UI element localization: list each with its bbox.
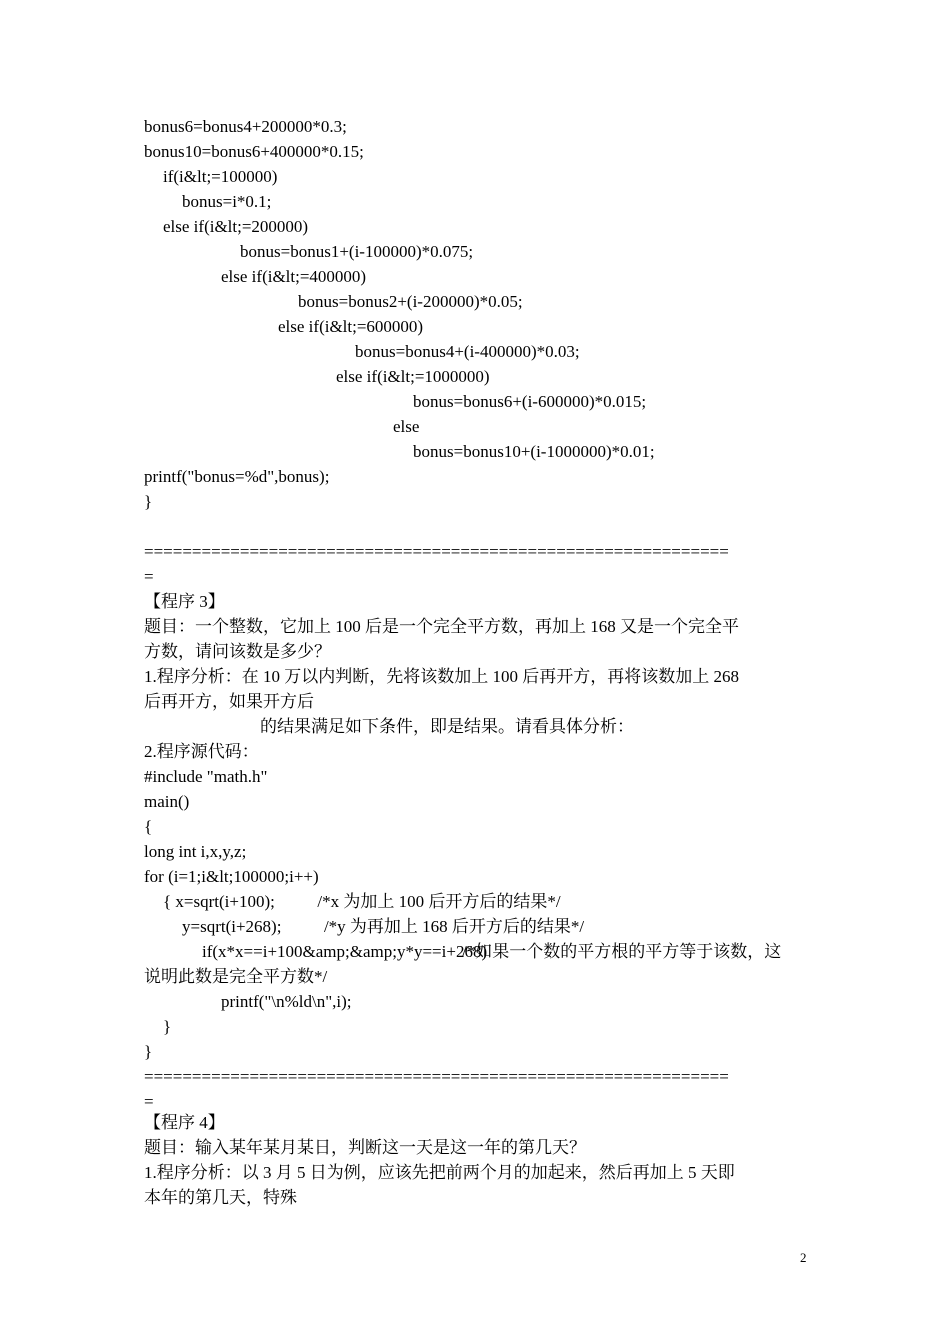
code-line: printf("\n%ld\n",i); <box>221 992 352 1011</box>
code-line: printf("bonus=%d",bonus); <box>144 467 330 486</box>
code-line: } <box>144 1042 153 1061</box>
program-4-heading: 【程序 4】 <box>144 1113 225 1132</box>
code-line: else if(i&lt;=200000) <box>163 217 309 236</box>
separator-tail: = <box>144 1092 154 1111</box>
code-line: bonus=bonus4+(i-400000)*0.03; <box>355 342 580 361</box>
analysis-text: 的结果满足如下条件，即是结果。请看具体分析： <box>260 717 634 736</box>
separator-line: ============================================================= <box>144 542 729 561</box>
code-line: #include "math.h" <box>144 767 268 786</box>
code-line: { <box>144 817 153 836</box>
source-label: 2.程序源代码： <box>144 742 259 761</box>
code-line: else if(i&lt;=1000000) <box>336 367 490 386</box>
code-line: bonus=bonus10+(i-1000000)*0.01; <box>413 442 655 461</box>
code-line: if(x*x==i+100&amp;&amp;y*y==i+268) <box>202 942 488 961</box>
separator-tail: = <box>144 567 154 586</box>
code-line: long int i,x,y,z; <box>144 842 247 861</box>
analysis-text: 1.程序分析：在 10 万以内判断，先将该数加上 100 后再开方，再将该数加上 268 <box>144 667 739 686</box>
code-line: bonus=bonus1+(i-100000)*0.075; <box>240 242 474 261</box>
code-line: { x=sqrt(i+100); /*x 为加上 100 后开方后的结果*/ <box>163 892 561 911</box>
analysis-text: 本年的第几天，特殊 <box>144 1188 297 1207</box>
code-line: y=sqrt(i+268); /*y 为再加上 168 后开方后的结果*/ <box>182 917 585 936</box>
code-line: bonus=bonus2+(i-200000)*0.05; <box>298 292 523 311</box>
code-line: main() <box>144 792 190 811</box>
program-3-heading: 【程序 3】 <box>144 592 225 611</box>
code-line: else if(i&lt;=600000) <box>278 317 424 336</box>
code-line: else if(i&lt;=400000) <box>221 267 367 286</box>
question-text: 题目：输入某年某月某日，判断这一天是这一年的第几天？ <box>144 1138 586 1157</box>
question-text: 题目：一个整数，它加上 100 后是一个完全平方数，再加上 168 又是一个完全平 <box>144 617 739 636</box>
code-comment: /*如果一个数的平方根的平方等于该数，这 <box>462 942 782 961</box>
code-line: bonus6=bonus4+200000*0.3; <box>144 117 347 136</box>
code-line: bonus=bonus6+(i-600000)*0.015; <box>413 392 647 411</box>
separator-line: ============================================================= <box>144 1067 729 1086</box>
analysis-text: 后再开方，如果开方后 <box>144 692 314 711</box>
page-number: 2 <box>800 1250 807 1265</box>
code-line: bonus=i*0.1; <box>182 192 272 211</box>
code-line: for (i=1;i&lt;100000;i++) <box>144 867 319 886</box>
question-text: 方数，请问该数是多少？ <box>144 642 331 661</box>
code-line: } <box>144 492 153 511</box>
code-comment: 说明此数是完全平方数*/ <box>144 967 328 986</box>
analysis-text: 1.程序分析：以 3 月 5 日为例，应该先把前两个月的加起来，然后再加上 5 天即 <box>144 1163 735 1182</box>
code-line: bonus10=bonus6+400000*0.15; <box>144 142 364 161</box>
code-line: } <box>163 1017 172 1036</box>
code-line: if(i&lt;=100000) <box>163 167 278 186</box>
code-line: else <box>393 417 420 436</box>
